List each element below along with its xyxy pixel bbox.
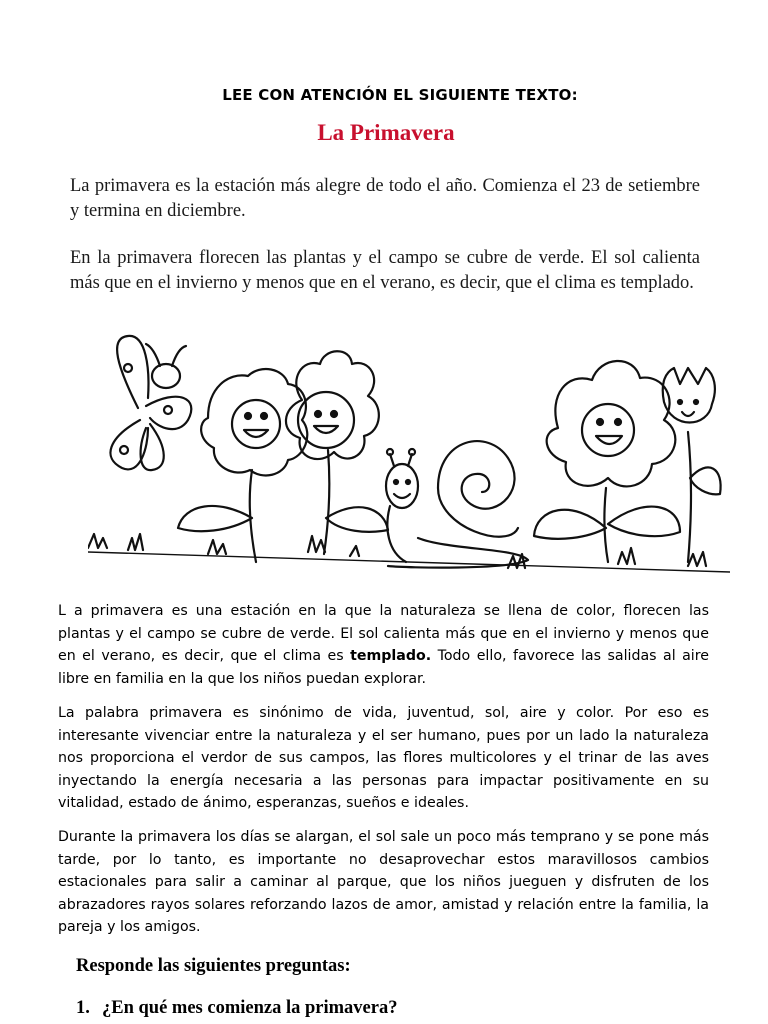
questions-heading: Responde las siguientes preguntas: (76, 956, 351, 976)
question-1 (76, 998, 397, 1019)
body-paragraph-3: Durante la primavera los días se alargan, el sol sale un poco más temprano y se pone más tarde, por lo tanto, es importante no desaprovechar estos maravillosos cambios estacionales para salir a caminar al parque, que los niños jueguen y disfruten de los abrazadores rayos solares reforzando lazos de amor, amistad y relación entre la familia, la pareja y los amigos. (58, 829, 709, 936)
bold-word: templado. (350, 648, 432, 665)
intro-paragraph-1: La primavera es la estación más alegre de todo el año. Comienza el 23 de setiembre y termina en diciembre. (70, 176, 700, 221)
page-title: La Primavera (317, 120, 455, 145)
body-paragraph-1-text-end: Todo ello, favorece las salidas al aire libre en familia en la que los niños puedan explorar. (58, 648, 709, 687)
body-paragraph-1-text: L a primavera es una estación en la que la naturaleza se llena de color, florecen las plantas y el campo se cubre de verde. El sol calienta más que en el invierno y menos que en el verano, es decir, que el clima es (58, 603, 709, 665)
spring-illustration (88, 328, 730, 590)
flower-icon (534, 361, 680, 562)
body-paragraph-1 (58, 600, 709, 690)
butterfly-icon (110, 336, 191, 470)
snail-icon (386, 441, 528, 568)
flower-icon (178, 369, 307, 562)
page-heading: LEE CON ATENCIÓN EL SIGUIENTE TEXTO: (222, 86, 578, 104)
tulip-icon (663, 368, 721, 562)
question-number: 1. (76, 998, 90, 1018)
question-text: ¿En qué mes comienza la primavera? (102, 998, 398, 1018)
body-paragraph-2: La palabra primavera es sinónimo de vida, juventud, sol, aire y color. Por eso es interesante vivenciar entre la naturaleza y el ser humano, pues por un lado la naturaleza nos proporciona el verdor de sus campos, las flores multicolores y el trinar de las aves inyectando la energía necesaria a las personas para impactar positivamente en su vitalidad, estado de ánimo, esperanzas, sueños e ideales. (58, 705, 709, 812)
intro-paragraph-2: En la primavera florecen las plantas y el campo se cubre de verde. El sol calienta más que en el invierno y menos que en el verano, es decir, que el clima es templado. (70, 248, 700, 293)
